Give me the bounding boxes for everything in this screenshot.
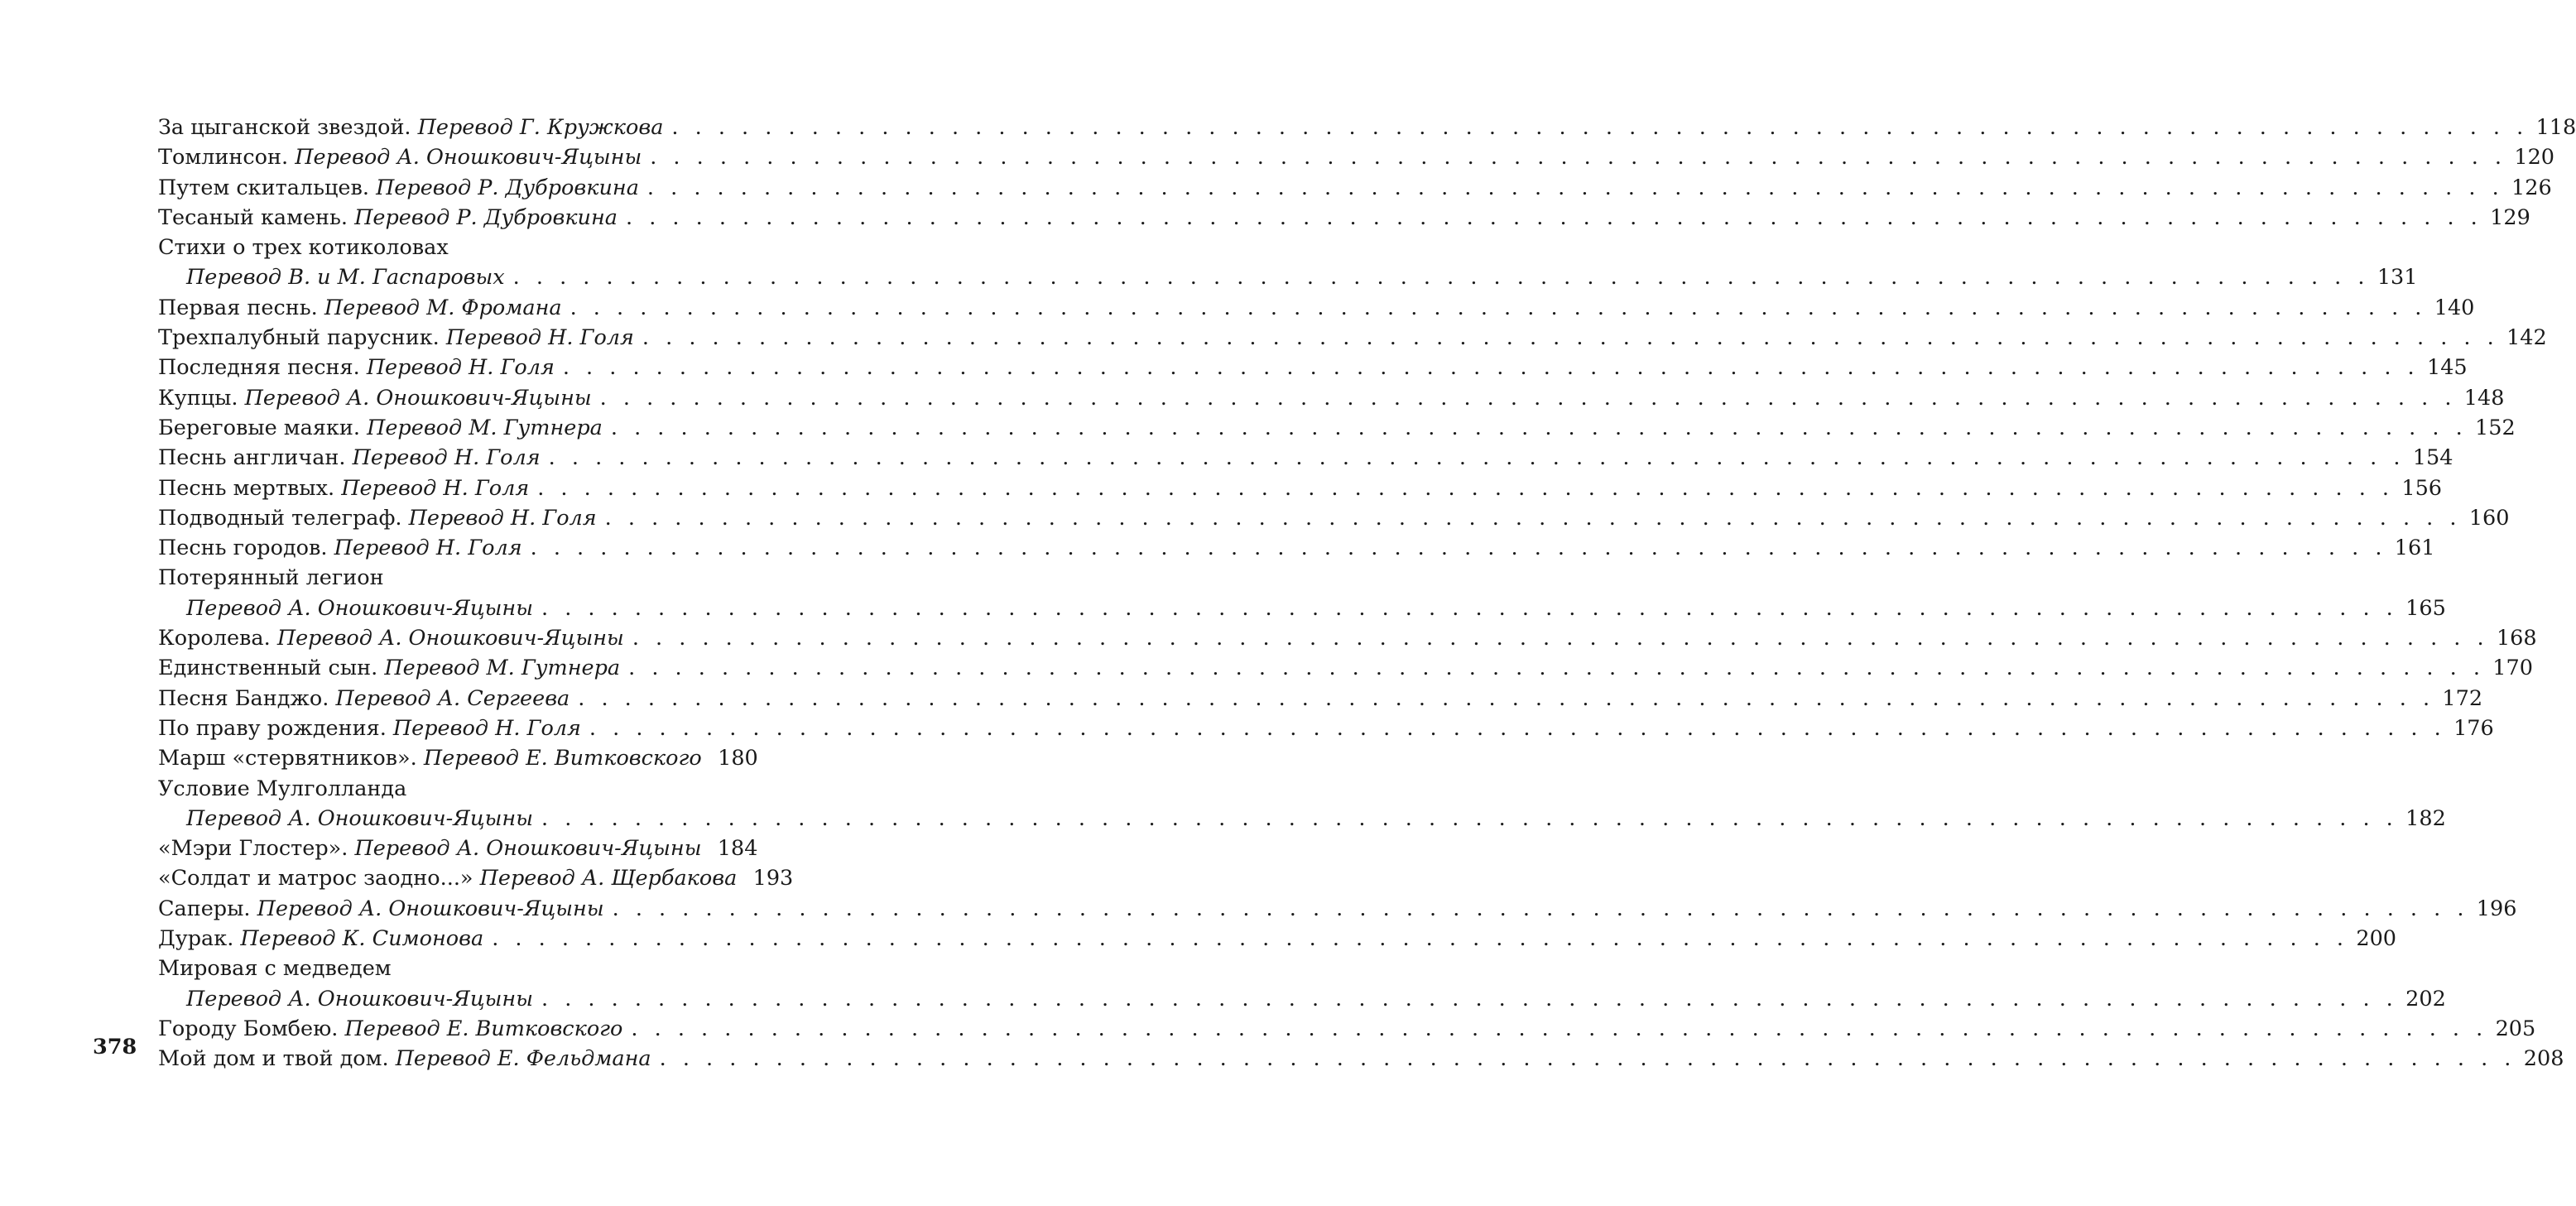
toc-entry-line [158,533,2435,563]
dot-leader: . . . . . . . . . . . . . . . . . . . . . . . . . . . . . . . . . . . . . . . . . . . . . . . . . . . . . . . . . . . . . . . . . . . . . . . . . . . . . . . . [604,505,2462,531]
dot-leader: . . . . . . . . . . . . . . . . . . . . . . . . . . . . . . . . . . . . . . . . . . . . . . . . . . . . . . . . . . . . . . . . . . . . . . . . . . . . . . . . [537,475,2395,501]
toc-entry[interactable] [158,443,2453,473]
toc-entry-translator: Перевод А. Оношкович-Яцыны [295,145,642,171]
toc-entry[interactable] [158,142,2555,172]
toc-entry-page: 165 [2405,595,2446,621]
dot-leader: . . . . . . . . . . . . . . . . . . . . . . . . . . . . . . . . . . . . . . . . . . . . . . . . . . . . . . . . . . . . . . . . . . . . . . . . . . . . . . . . [570,295,2427,320]
dot-leader: . . . . . . . . . . . . . . . . . . . . . . . . . . . . . . . . . . . . . . . . . . . . . . . . . . . . . . . . . . . . . . . . . . . . . . . . . . . . . . . . [671,115,2529,140]
toc-entry-line [158,443,2453,473]
toc-entry-title: Путем скитальцев. [158,175,369,200]
toc-entry-title: Тесаный камень. [158,204,348,230]
toc-entry-translator: Перевод А. Оношкович-Яцыны [276,626,624,651]
toc-entry-title: Песнь мертвых. [158,475,335,501]
toc-entry[interactable] [158,113,2576,142]
toc-entry-page: 154 [2412,445,2453,471]
toc-entry-title-line [158,563,732,593]
dot-leader: . . . . . . . . . . . . . . . . . . . . . . . . . . . . . . . . . . . . . . . . . . . . . . . . . . . . . . . . . . . . . . . . . . . . . . . . . . . . . . . . [632,626,2489,651]
toc-entry-line [158,473,2443,503]
toc-entry[interactable] [158,684,2483,714]
toc-entry-translator: Перевод Е. Витковского [423,746,702,771]
toc-entry[interactable] [158,323,2547,353]
toc-entry-translator: Перевод Н. Голя [341,475,530,501]
toc-entry[interactable] [158,954,2446,1014]
toc-entry-title: «Солдат и матрос заодно...» [158,866,473,891]
dot-leader: . . . . . . . . . . . . . . . . . . . . . . . . . . . . . . . . . . . . . . . . . . . . . . . . . . . . . . . . . . . . . . . . . . . . . . . . . . . . . . . . [631,1016,2488,1041]
toc-entry-translator: Перевод К. Симонова [240,926,484,952]
toc-entry-title: Песня Банджо. [158,685,329,711]
toc-entry[interactable] [158,173,2552,203]
toc-entry-line [158,323,2547,353]
toc-entry-page: 145 [2426,355,2468,381]
toc-entry-page: 202 [2405,986,2446,1011]
toc-entry-title-line [158,233,732,262]
toc-entry-page: 160 [2468,505,2510,531]
dot-leader: . . . . . . . . . . . . . . . . . . . . . . . . . . . . . . . . . . . . . . . . . . . . . . . . . . . . . . . . . . . . . . . . . . . . . . . . . . . . . . . . [562,355,2420,381]
toc-entry-page: 142 [2506,325,2547,351]
toc-entry-translator: Перевод М. Фромана [324,295,562,320]
toc-entry[interactable] [158,563,2446,623]
toc-entry-translator-line [158,804,2446,834]
toc-entry-page: 170 [2492,656,2533,681]
toc-entry[interactable] [158,233,2418,293]
toc-entry[interactable] [158,653,2533,683]
toc-entry-line [158,894,2517,924]
toc-entry-title: Береговые маяки. [158,415,360,440]
toc-entry-page: 180 [718,746,758,771]
toc-entry-line [158,924,2397,954]
toc-entry-translator: Перевод А. Щербакова [479,866,738,891]
toc-entry-line [158,863,794,893]
toc-entry-translator-line [158,262,2418,292]
dot-leader: . . . . . . . . . . . . . . . . . . . . . . . . . . . . . . . . . . . . . . . . . . . . . . . . . . . . . . . . . . . . . . . . . . . . . . . . . . . . . . . . [610,415,2468,440]
toc-entry-translator: Перевод Н. Голя [392,715,581,741]
toc-entry-title: Томлинсон. [158,145,289,171]
toc-entry-page: 131 [2377,265,2418,291]
toc-entry-page: 193 [752,866,794,891]
toc-entry[interactable] [158,353,2468,382]
toc-entry-line [158,353,2468,382]
toc-entry-translator: Перевод Р. Дубровкина [376,175,639,200]
toc-entry-translator: Перевод А. Сергеева [335,685,570,711]
toc-entry[interactable] [158,1014,2536,1044]
toc-entry-translator: Перевод Н. Голя [334,536,522,561]
toc-entry-line [158,1044,2564,1074]
toc-entry-translator: Перевод Н. Голя [408,505,597,531]
toc-entry-page: 156 [2401,475,2443,501]
toc-entry-line [158,113,2576,142]
toc-entry-title: Песнь городов. [158,536,328,561]
toc-entry-title: Мой дом и твой дом. [158,1046,389,1072]
toc-entry-translator: Перевод Р. Дубровкина [354,204,618,230]
toc-entry[interactable] [158,203,2530,233]
page-number: 378 [93,1035,137,1059]
toc-entry[interactable] [158,743,758,773]
dot-leader: . . . . . . . . . . . . . . . . . . . . . . . . . . . . . . . . . . . . . . . . . . . . . . . . . . . . . . . . . . . . . . . . . . . . . . . . . . . . . . . . [650,145,2507,171]
toc-entry-title: Трехпалубный парусник. [158,325,440,351]
toc-entry-page: 120 [2514,145,2555,171]
dot-leader: . . . . . . . . . . . . . . . . . . . . . . . . . . . . . . . . . . . . . . . . . . . . . . . . . . . . . . . . . . . . . . . . . . . . . . . . . . . . . . . . [628,656,2485,681]
toc-entry-page: 148 [2463,385,2505,411]
toc-entry-translator: Перевод А. Оношкович-Яцыны [186,595,533,621]
toc-entry[interactable] [158,834,758,863]
dot-leader: . . . . . . . . . . . . . . . . . . . . . . . . . . . . . . . . . . . . . . . . . . . . . . . . . . . . . . . . . . . . . . . . . . . . . . . . . . . . . . . . [625,204,2482,230]
toc-entry-line [158,383,2505,413]
toc-entry-line [158,714,2494,743]
toc-entry-translator: Перевод А. Оношкович-Яцыны [186,805,533,831]
toc-entry-title: Городу Бомбею. [158,1016,339,1041]
toc-entry-translator-line [158,984,2446,1014]
toc-entry-title: «Мэри Глостер». [158,836,348,862]
toc-entry-page: 126 [2511,175,2552,200]
toc-entry-translator: Перевод Г. Кружкова [417,115,664,140]
toc-entry[interactable] [158,894,2517,924]
toc-entry-line [158,173,2552,203]
dot-leader: . . . . . . . . . . . . . . . . . . . . . . . . . . . . . . . . . . . . . . . . . . . . . . . . . . . . . . . . . . . . . . . . . . . . . . . . . . . . . . . . [541,805,2398,831]
toc-entry-title: Саперы. [158,896,251,921]
toc-entry-title: Условие Мулголланда [158,776,407,801]
toc-entry[interactable] [158,533,2435,563]
toc-entry-translator: Перевод А. Оношкович-Яцыны [186,986,533,1011]
toc-entry[interactable] [158,293,2475,323]
toc-entry-title: По праву рождения. [158,715,387,741]
toc-entry-page: 176 [2453,715,2494,741]
toc-entry[interactable] [158,924,2397,954]
toc-entry[interactable] [158,1044,2564,1074]
toc-entry[interactable] [158,413,2516,443]
dot-leader: . . . . . . . . . . . . . . . . . . . . . . . . . . . . . . . . . . . . . . . . . . . . . . . . . . . . . . . . . . . . . . . . . . . . . . . . . . . . . . . . [612,896,2469,921]
dot-leader: . . . . . . . . . . . . . . . . . . . . . . . . . . . . . . . . . . . . . . . . . . . . . . . . . . . . . . . . . . . . . . . . . . . . . . . . . . . . . . . . [530,536,2387,561]
toc-entry-page: 200 [2356,926,2397,952]
dot-leader: . . . . . . . . . . . . . . . . . . . . . . . . . . . . . . . . . . . . . . . . . . . . . . . . . . . . . . . . . . . . . . . . . . . . . . . . . . . . . . . . [589,715,2446,741]
toc-entry-translator: Перевод А. Оношкович-Яцыны [354,836,702,862]
toc-entry-line [158,743,758,773]
dot-leader: . . . . . . . . . . . . . . . . . . . . . . . . . . . . . . . . . . . . . . . . . . . . . . . . . . . . . . . . . . . . . . . . . . . . . . . . . . . . . . . . [578,685,2435,711]
toc-entry[interactable] [158,503,2510,533]
toc-entry-page: 196 [2476,896,2517,921]
toc-entry-translator: Перевод М. Гутнера [367,415,603,440]
toc-entry-translator: Перевод Н. Голя [366,355,555,381]
toc-entry-page: 208 [2523,1046,2564,1072]
toc-entry-line [158,1014,2536,1044]
toc-entry-line [158,653,2533,683]
toc-entry-page: 152 [2475,415,2516,440]
toc-entry-page: 129 [2490,204,2530,230]
toc-entry-page: 140 [2434,295,2475,320]
toc-entry-title: За цыганской звездой. [158,115,411,140]
toc-entry-translator-line [158,593,2446,623]
toc-entry-title: Стихи о трех котиколовах [158,235,449,261]
toc-entry-page: 184 [717,836,758,862]
toc-entry[interactable] [158,714,2494,743]
toc-entry[interactable] [158,774,2446,834]
toc-entry-page: 161 [2394,536,2435,561]
toc-entry-title: Подводный телеграф. [158,505,402,531]
toc-entry[interactable] [158,623,2537,653]
toc-entry-page: 205 [2495,1016,2536,1041]
toc-entry-title: Королева. [158,626,271,651]
toc-entry-line [158,413,2516,443]
toc-entry-title: Потерянный легион [158,565,384,591]
toc-entry-translator: Перевод Е. Фельдмана [395,1046,651,1072]
dot-leader: . . . . . . . . . . . . . . . . . . . . . . . . . . . . . . . . . . . . . . . . . . . . . . . . . . . . . . . . . . . . . . . . . . . . . . . . . . . . . . . . [512,265,2370,291]
toc-entry-line [158,142,2555,172]
toc-entry[interactable] [158,473,2443,503]
dot-leader: . . . . . . . . . . . . . . . . . . . . . . . . . . . . . . . . . . . . . . . . . . . . . . . . . . . . . . . . . . . . . . . . . . . . . . . . . . . . . . . . [541,595,2398,621]
toc-entry-title: Песнь англичан. [158,445,346,471]
table-of-contents [158,113,2576,1074]
toc-entry-page: 118 [2535,115,2576,140]
dot-leader: . . . . . . . . . . . . . . . . . . . . . . . . . . . . . . . . . . . . . . . . . . . . . . . . . . . . . . . . . . . . . . . . . . . . . . . . . . . . . . . . [599,385,2457,411]
toc-entry-title: Единственный сын. [158,656,378,681]
dot-leader: . . . . . . . . . . . . . . . . . . . . . . . . . . . . . . . . . . . . . . . . . . . . . . . . . . . . . . . . . . . . . . . . . . . . . . . . . . . . . . . . [646,175,2504,200]
toc-entry-translator: Перевод В. и М. Гаспаровых [186,265,505,291]
toc-entry-translator: Перевод Н. Голя [352,445,541,471]
toc-entry-title: Купцы. [158,385,238,411]
toc-entry-line [158,684,2483,714]
toc-entry-line [158,834,758,863]
toc-entry-translator: Перевод А. Оношкович-Яцыны [244,385,592,411]
toc-entry-title: Дурак. [158,926,234,952]
toc-entry-translator: Перевод Е. Витковского [344,1016,623,1041]
dot-leader: . . . . . . . . . . . . . . . . . . . . . . . . . . . . . . . . . . . . . . . . . . . . . . . . . . . . . . . . . . . . . . . . . . . . . . . . . . . . . . . . [659,1046,2516,1072]
dot-leader: . . . . . . . . . . . . . . . . . . . . . . . . . . . . . . . . . . . . . . . . . . . . . . . . . . . . . . . . . . . . . . . . . . . . . . . . . . . . . . . . [548,445,2405,471]
toc-entry-title: Марш «стервятников». [158,746,417,771]
toc-entry-translator: Перевод А. Оношкович-Яцыны [257,896,604,921]
toc-entry[interactable] [158,383,2505,413]
toc-entry-title-line [158,954,732,983]
toc-entry-title: Мировая с медведем [158,956,392,982]
toc-entry-title: Первая песнь. [158,295,318,320]
toc-entry-page: 172 [2442,685,2483,711]
toc-entry-title: Последняя песня. [158,355,360,381]
dot-leader: . . . . . . . . . . . . . . . . . . . . . . . . . . . . . . . . . . . . . . . . . . . . . . . . . . . . . . . . . . . . . . . . . . . . . . . . . . . . . . . . [541,986,2398,1011]
toc-entry-line [158,503,2510,533]
toc-entry-page: 182 [2405,805,2446,831]
dot-leader: . . . . . . . . . . . . . . . . . . . . . . . . . . . . . . . . . . . . . . . . . . . . . . . . . . . . . . . . . . . . . . . . . . . . . . . . . . . . . . . . [492,926,2349,952]
toc-entry-page: 168 [2496,626,2537,651]
toc-entry-translator: Перевод М. Гутнера [384,656,621,681]
toc-entry[interactable] [158,863,794,893]
toc-entry-line [158,293,2475,323]
toc-entry-line [158,623,2537,653]
toc-entry-title-line [158,774,732,804]
toc-entry-line [158,203,2530,233]
dot-leader: . . . . . . . . . . . . . . . . . . . . . . . . . . . . . . . . . . . . . . . . . . . . . . . . . . . . . . . . . . . . . . . . . . . . . . . . . . . . . . . . [642,325,2499,351]
toc-entry-translator: Перевод Н. Голя [445,325,634,351]
